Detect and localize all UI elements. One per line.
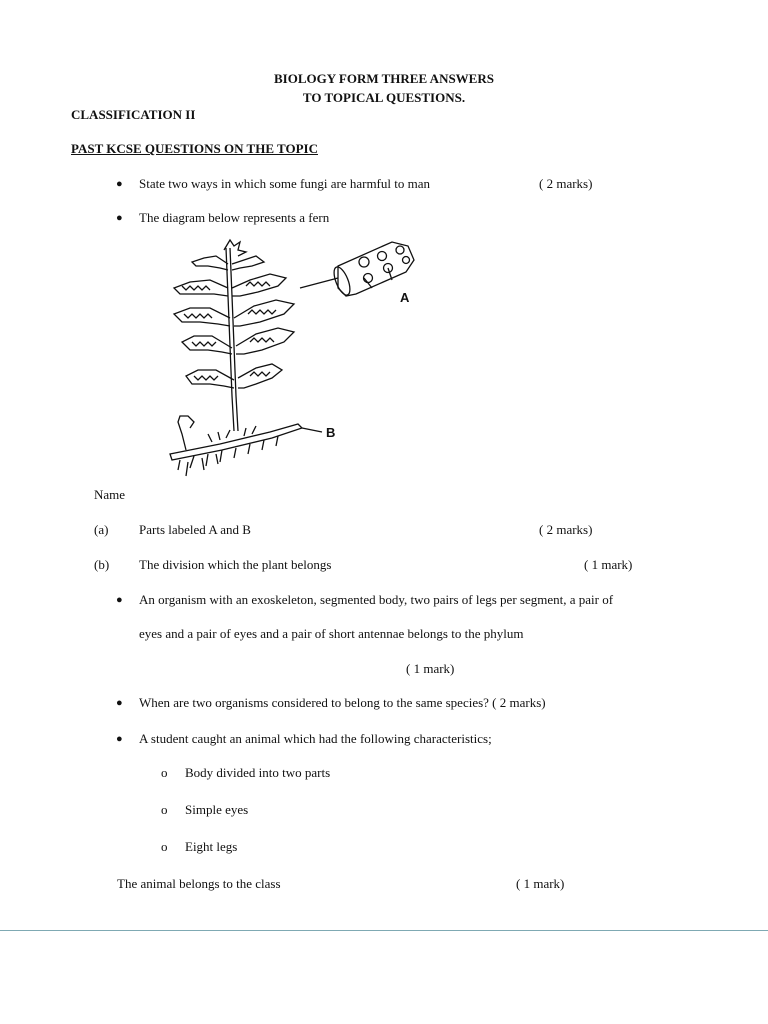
bullet-icon: ● [116, 733, 123, 745]
question-3-marks: ( 1 mark) [406, 661, 455, 676]
fern-label-a: A [400, 290, 410, 305]
question-5-text: A student caught an animal which had the following characteristics; [139, 731, 492, 746]
question-2b-text: The division which the plant belongs [139, 557, 332, 572]
question-2a-number: (a) [94, 522, 109, 537]
question-5-conclusion: The animal belongs to the class [117, 876, 281, 891]
bullet-icon: ● [116, 594, 123, 606]
document-title-line-1: BIOLOGY FORM THREE ANSWERS [274, 71, 494, 86]
question-4-text: When are two organisms considered to belong to the same species? ( 2 marks) [139, 695, 546, 710]
characteristic-item: Body divided into two parts [185, 765, 331, 780]
fern-rachis [230, 248, 238, 431]
subsection-title: PAST KCSE QUESTIONS ON THE TOPIC [71, 141, 318, 156]
question-2b-number: (b) [94, 557, 110, 572]
fern-diagram [160, 236, 430, 481]
bullet-icon: ● [116, 212, 123, 224]
section-title: CLASSIFICATION II [71, 107, 196, 122]
bullet-icon: ● [116, 178, 123, 190]
bullet-icon: ● [116, 697, 123, 709]
characteristic-item: Eight legs [185, 839, 238, 854]
question-2-text: The diagram below represents a fern [139, 210, 330, 225]
sub-bullet-icon: o [161, 765, 168, 780]
sub-bullet-icon: o [161, 839, 168, 854]
sub-bullet-icon: o [161, 802, 168, 817]
question-5-marks: ( 1 mark) [516, 876, 565, 891]
question-3-line-1: An organism with an exoskeleton, segmented body, two pairs of legs per segment, a pair of [139, 592, 614, 607]
fern-rhizome [170, 424, 302, 460]
name-label: Name [94, 487, 126, 502]
question-2a-marks: ( 2 marks) [539, 522, 593, 537]
question-1-text: State two ways in which some fungi are harmful to man [139, 176, 430, 191]
sorus-dot [359, 257, 369, 267]
question-3-line-2: eyes and a pair of eyes and a pair of short antennae belongs to the phylum [139, 626, 524, 641]
page-divider [0, 930, 768, 931]
question-2a-text: Parts labeled A and B [139, 522, 251, 537]
document-title-line-2: TO TOPICAL QUESTIONS. [302, 90, 466, 105]
question-1-marks: ( 2 marks) [539, 176, 593, 191]
fern-label-b: B [326, 425, 336, 440]
characteristic-item: Simple eyes [185, 802, 249, 817]
question-2b-marks: ( 1 mark) [584, 557, 633, 572]
